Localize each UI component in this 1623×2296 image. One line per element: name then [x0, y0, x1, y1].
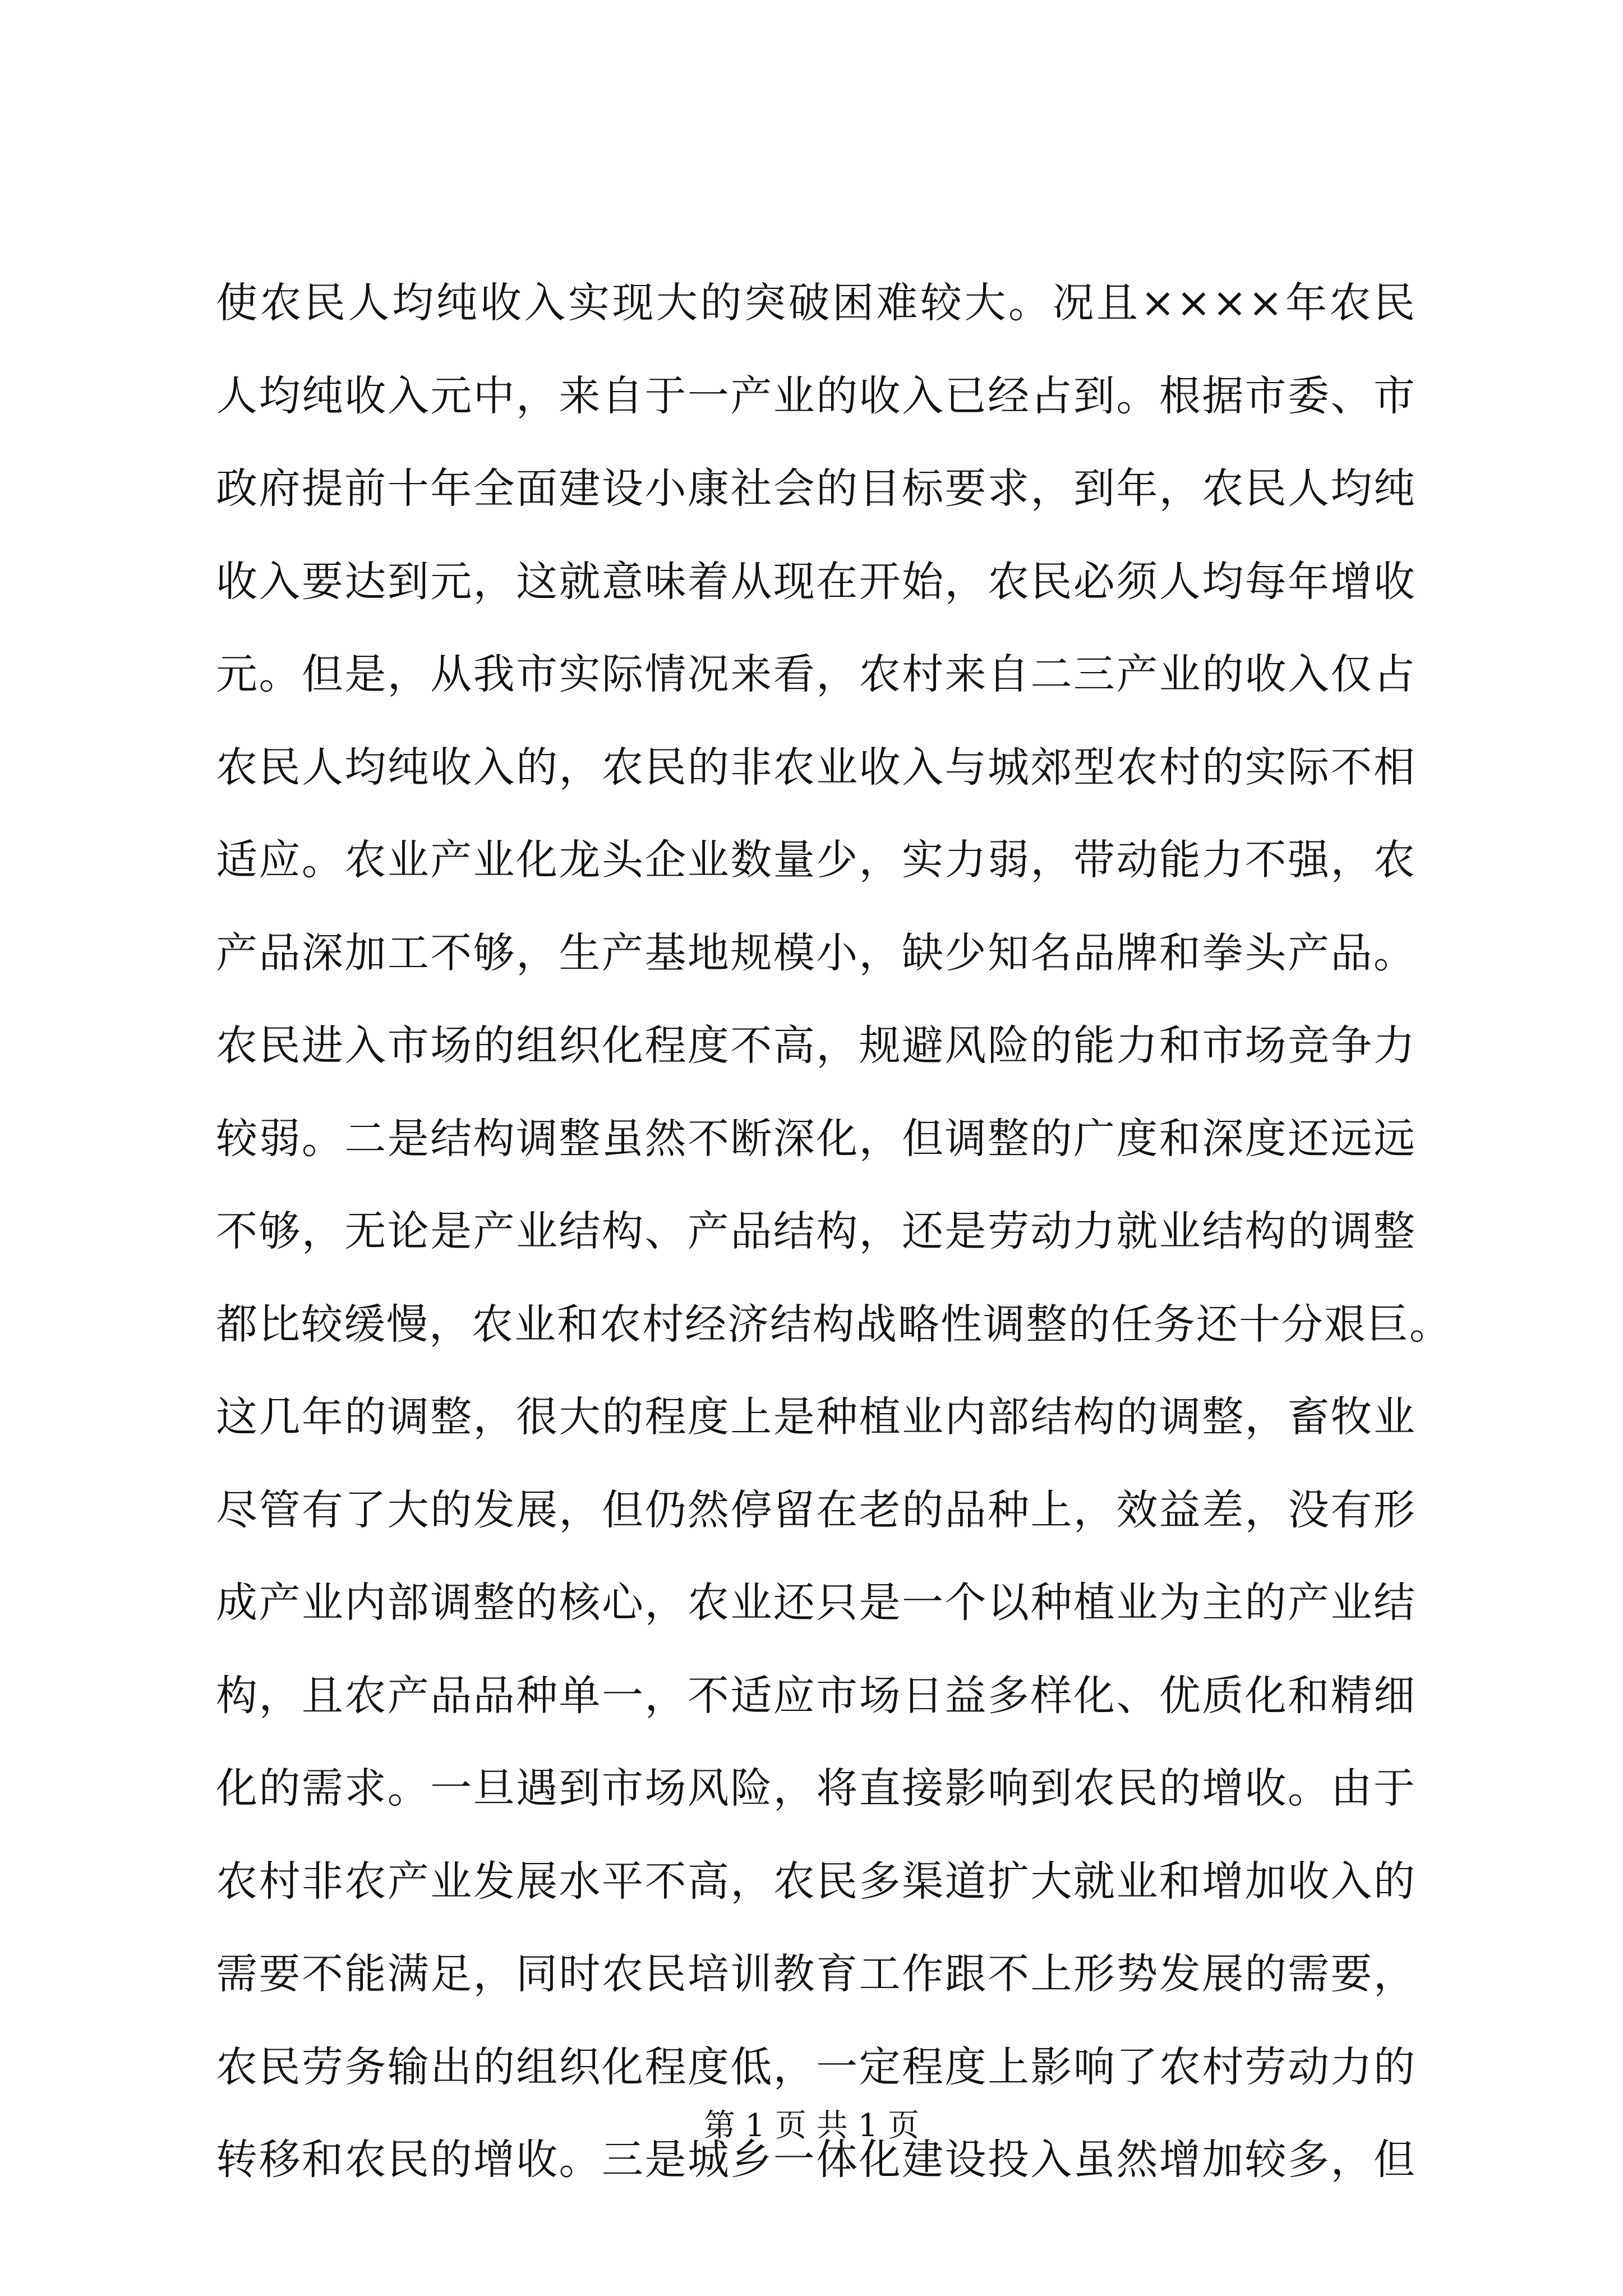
page-number-label: 第 1 页 共 1 页: [703, 2108, 920, 2144]
text-line: 成产业内部调整的核心，农业还只是一个以种植业为主的产业结: [216, 1579, 1416, 1627]
body-text: [216, 257, 1452, 2207]
text-line: 元。但是，从我市实际情况来看，农村来自二三产业的收入仅占: [216, 650, 1416, 698]
page-footer: [0, 2106, 1623, 2146]
text-line: 农民人均纯收入的，农民的非农业收入与城郊型农村的实际不相: [216, 743, 1416, 792]
text-line: 收入要达到元，这就意味着从现在开始，农民必须人均每年增收: [216, 557, 1416, 606]
text-line: 转移和农民的增收。三是城乡一体化建设投入虽然增加较多，但: [216, 2136, 1416, 2184]
text-line: 人均纯收入元中，来自于一产业的收入已经占到。根据市委、市: [216, 371, 1416, 420]
text-line: 构，且农产品品种单一，不适应市场日益多样化、优质化和精细: [216, 1671, 1416, 1720]
text-line: 产品深加工不够，生产基地规模小，缺少知名品牌和拳头产品。: [216, 928, 1416, 977]
text-line: 农民进入市场的组织化程度不高，规避风险的能力和市场竞争力: [216, 1022, 1416, 1070]
text-line: 农民劳务输出的组织化程度低，一定程度上影响了农村劳动力的: [216, 2042, 1416, 2091]
text-line: 化的需求。一旦遇到市场风险，将直接影响到农民的增收。由于: [216, 1764, 1416, 1812]
text-line: 尽管有了大的发展，但仍然停留在老的品种上，效益差，没有形: [216, 1485, 1416, 1534]
text-line: 不够，无论是产业结构、产品结构，还是劳动力就业结构的调整: [216, 1207, 1416, 1255]
text-line: 适应。农业产业化龙头企业数量少，实力弱，带动能力不强，农: [216, 836, 1416, 884]
text-line: 较弱。二是结构调整虽然不断深化，但调整的广度和深度还远远: [216, 1114, 1416, 1163]
text-line: 政府提前十年全面建设小康社会的目标要求，到年，农民人均纯: [216, 464, 1416, 513]
text-line: 都比较缓慢，农业和农村经济结构战略性调整的任务还十分艰巨。: [216, 1300, 1452, 1349]
text-line: 这几年的调整，很大的程度上是种植业内部结构的调整，畜牧业: [216, 1393, 1416, 1441]
text-line: 使农民人均纯收入实现大的突破困难较大。况且××××年农民: [216, 279, 1416, 327]
text-line: 农村非农产业发展水平不高，农民多渠道扩大就业和增加收入的: [216, 1857, 1416, 1906]
text-line: 需要不能满足，同时农民培训教育工作跟不上形势发展的需要，: [216, 1950, 1416, 1998]
